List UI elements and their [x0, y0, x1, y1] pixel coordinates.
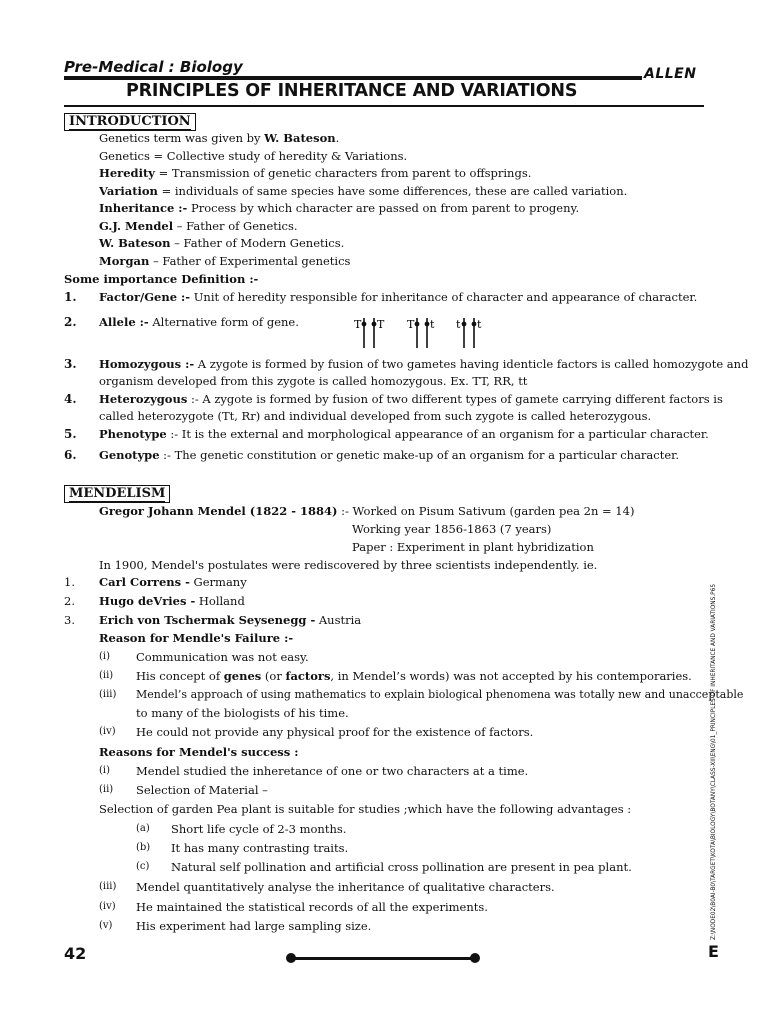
failure-3: Mendel’s approach of using mathematics to explain biological phenomena was totally new and unacceptable: [136, 688, 744, 701]
advantage-a-number: (a): [136, 823, 150, 834]
side-file-path: Z:\NODE02\B0AI-B0\TARGET\KOTA\BIOLOGY\BOTANY\CLASS-XII\ENG\01_PRINCIPLES OF INHERITANCE AND VARIATIONS.P65: [711, 583, 717, 940]
success-3-number: (iii): [99, 881, 117, 892]
intro-line-3: Heredity = Transmission of genetic characters from parent to offsprings.: [99, 166, 532, 180]
success-4-number: (iv): [99, 901, 116, 912]
intro-line-7: W. Bateson – Father of Modern Genetics.: [99, 236, 345, 250]
intro-line-5: Inheritance :- Process by which character are passed on from parent to progeny.: [99, 201, 580, 215]
success-1: Mendel studied the inheretance of one or two characters at a time.: [136, 764, 529, 778]
success-5: His experiment had large sampling size.: [136, 919, 372, 933]
allele-pair-tt-homozygous-recessive: [456, 318, 482, 348]
mendel-intro: Gregor Johann Mendel (1822 - 1884) :- Worked on Pisum Sativum (garden pea 2n = 14): [99, 504, 635, 518]
advantage-c: Natural self pollination and artificial cross pollination are present in pea plant.: [171, 860, 632, 874]
allele-label: t: [456, 318, 461, 331]
def-1-text: Factor/Gene :- Unit of heredity responsible for inheritance of character and appearance of character.: [99, 290, 698, 304]
success-heading: Reasons for Mendel's success :: [99, 745, 299, 759]
footer-right-dot: [470, 953, 480, 963]
failure-2-number: (ii): [99, 670, 114, 681]
title-rule: [64, 105, 704, 107]
def-3-text-cont: organism developed from this zygote is called homozygous. Ex. TT, RR, tt: [99, 374, 528, 388]
mendel-paper: Paper : Experiment in plant hybridization: [352, 540, 594, 554]
mendelism-heading: MENDELISM: [64, 485, 170, 503]
success-2-number: (ii): [99, 784, 114, 795]
footer-bar: [290, 957, 476, 960]
def-3-number: 3.: [64, 357, 77, 371]
rediscovery-line: In 1900, Mendel's postulates were rediscovered by three scientists independently. ie.: [99, 558, 598, 572]
intro-line-6: G.J. Mendel – Father of Genetics.: [99, 219, 298, 233]
advantage-c-number: (c): [136, 861, 150, 872]
header-rule: [64, 76, 642, 80]
page-code: E: [708, 942, 719, 961]
def-4-text: Heterozygous :- A zygote is formed by fusion of two different types of gamete carrying different factors is: [99, 392, 723, 406]
allele-label: t: [430, 318, 435, 331]
failure-2: His concept of genes (or factors, in Mendel’s words) was not accepted by his contemporaries.: [136, 669, 692, 683]
intro-line-4: Variation = individuals of same species have some differences, these are called variation.: [99, 184, 628, 198]
failure-4: He could not provide any physical proof for the existence of factors.: [136, 725, 534, 739]
def-4-text-cont: called heterozygote (Tt, Rr) and individual developed from such zygote is called heterozygous.: [99, 409, 652, 423]
def-2-number: 2.: [64, 315, 77, 329]
failure-3-cont: to many of the biologists of his time.: [136, 706, 349, 720]
def-1-number: 1.: [64, 290, 77, 304]
scientist-3: Erich von Tschermak Seysenegg - Austria: [99, 613, 362, 627]
advantage-b-number: (b): [136, 842, 151, 853]
allele-label: T: [377, 318, 385, 331]
failure-4-number: (iv): [99, 726, 116, 737]
scientist-2-number: 2.: [64, 594, 75, 608]
success-5-number: (v): [99, 920, 113, 931]
scientist-3-number: 3.: [64, 613, 75, 627]
intro-line-8: Morgan – Father of Experimental genetics: [99, 254, 351, 268]
intro-line-2: Genetics = Collective study of heredity & Variations.: [99, 149, 408, 163]
intro-line-1: Genetics term was given by W. Bateson.: [99, 131, 340, 145]
page-number: 42: [64, 944, 87, 963]
def-3-text: Homozygous :- A zygote is formed by fusion of two gametes having identicle factors is called homozygote and: [99, 357, 749, 371]
def-2-text: Allele :- Alternative form of gene.: [99, 315, 299, 329]
introduction-heading: INTRODUCTION: [64, 113, 196, 131]
advantage-a: Short life cycle of 2-3 months.: [171, 822, 347, 836]
scientist-1-number: 1.: [64, 575, 75, 589]
failure-3-number: (iii): [99, 689, 117, 700]
brand-logo: ALLEN: [644, 66, 697, 82]
success-2: Selection of Material –: [136, 783, 268, 797]
allele-pair-tt-heterozygous: [407, 318, 435, 348]
def-4-number: 4.: [64, 392, 77, 406]
allele-label: T: [354, 318, 362, 331]
allele-pair-tt-homozygous-dominant: [354, 318, 385, 348]
failure-heading: Reason for Mendle's Failure :-: [99, 631, 294, 645]
success-3: Mendel quantitatively analyse the inheritance of qualitative characters.: [136, 880, 555, 894]
success-1-number: (i): [99, 765, 111, 776]
success-4: He maintained the statistical records of all the experiments.: [136, 900, 488, 914]
definitions-heading: Some importance Definition :-: [64, 272, 259, 286]
success-2-note: Selection of garden Pea plant is suitable for studies ;which have the following advantages :: [99, 802, 632, 816]
def-6-number: 6.: [64, 448, 77, 462]
allele-chromosome-diagram: [350, 316, 490, 350]
failure-1: Communication was not easy.: [136, 650, 309, 664]
mendel-working-years: Working year 1856-1863 (7 years): [352, 522, 552, 536]
failure-1-number: (i): [99, 651, 111, 662]
advantage-b: It has many contrasting traits.: [171, 841, 349, 855]
def-5-text: Phenotype :- It is the external and morphological appearance of an organism for a particular character.: [99, 427, 709, 441]
def-5-number: 5.: [64, 427, 77, 441]
allele-label: T: [407, 318, 415, 331]
page-title: PRINCIPLES OF INHERITANCE AND VARIATIONS: [126, 81, 578, 101]
allele-label: t: [477, 318, 482, 331]
def-6-text: Genotype :- The genetic constitution or genetic make-up of an organism for a particular character.: [99, 448, 680, 462]
scientist-2: Hugo deVries - Holland: [99, 594, 245, 608]
subject-header: Pre-Medical : Biology: [64, 58, 243, 76]
scientist-1: Carl Correns - Germany: [99, 575, 247, 589]
